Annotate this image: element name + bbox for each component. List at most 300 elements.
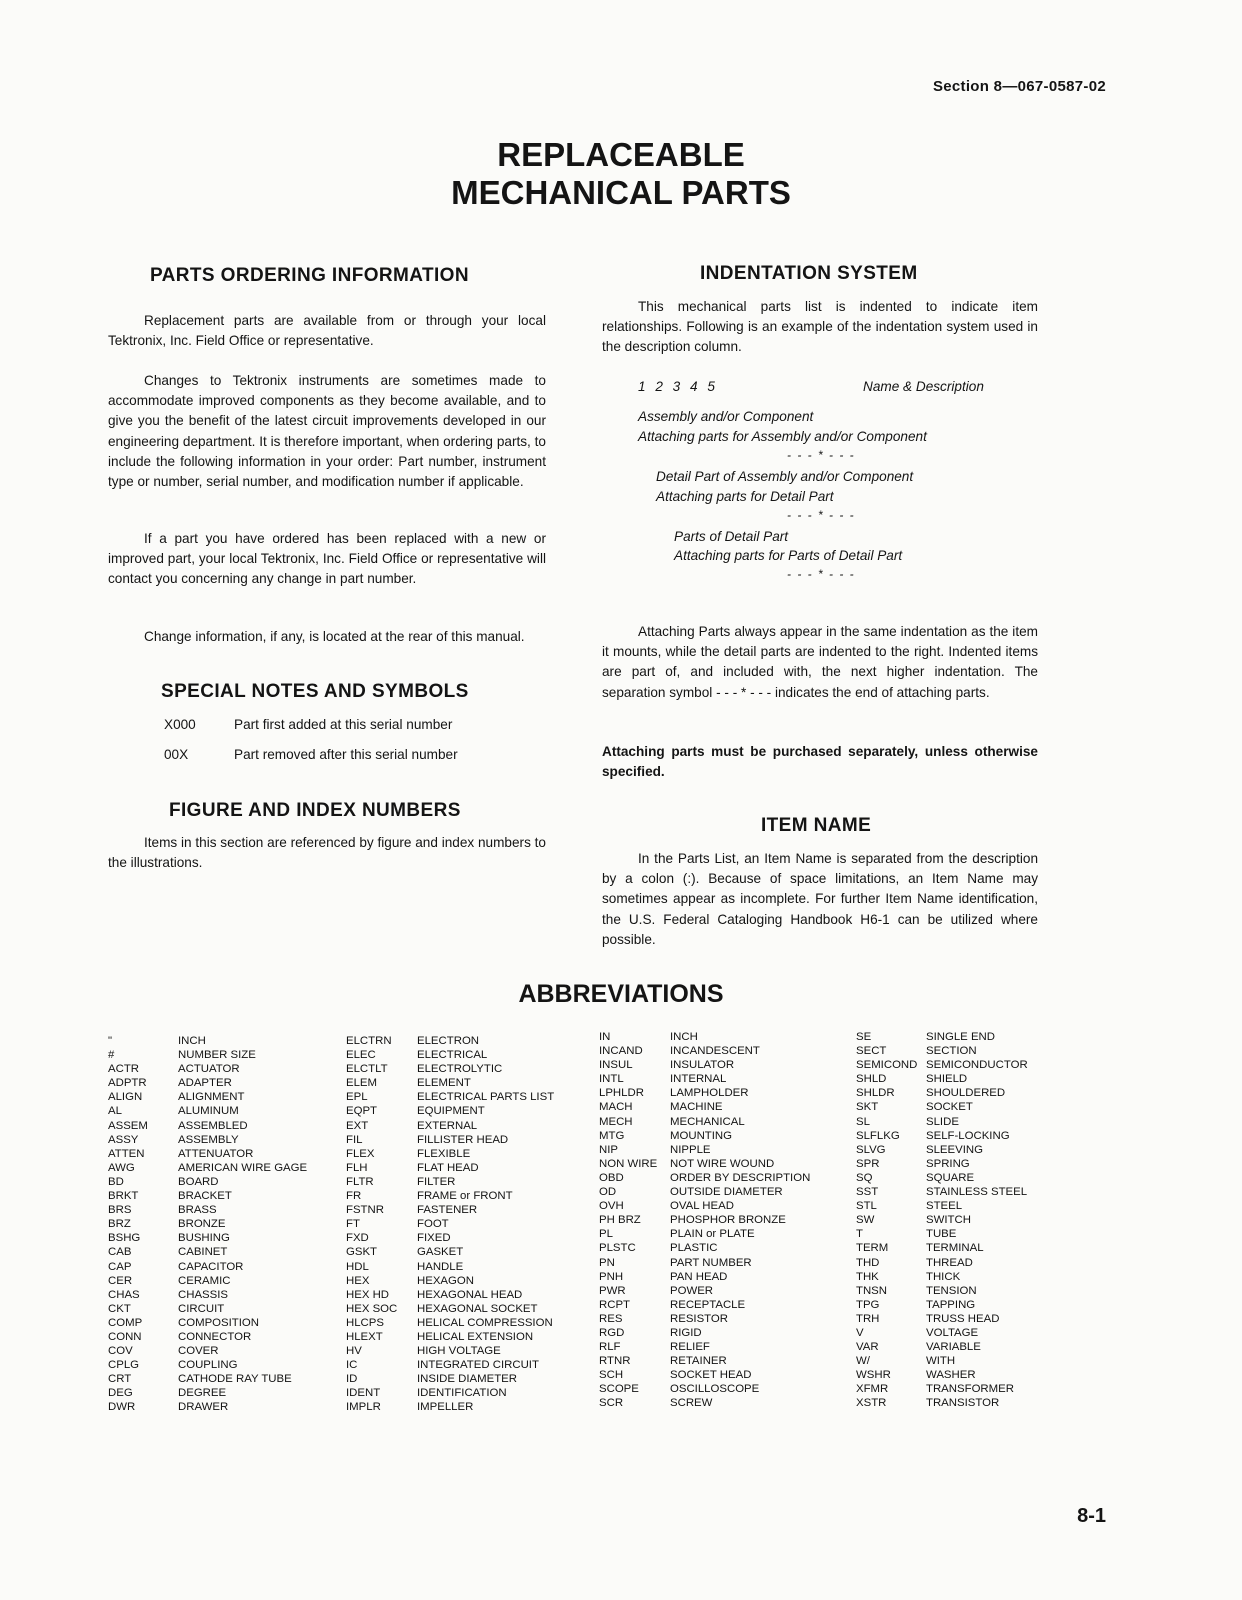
- abbreviation-row: [856, 1270, 1028, 1284]
- abbreviation-code: TERM: [856, 1242, 889, 1255]
- abbreviation-meaning: NIPPLE: [670, 1143, 711, 1156]
- abbreviation-code: IDENT: [346, 1387, 381, 1400]
- abbreviation-row: [346, 1048, 554, 1062]
- ordering-paragraph-2: Changes to Tektronix instruments are sometimes made to accommodate improved components as they become available, and to give you the benefit of the latest circuit improvements developed in our engineering department. It is therefore important, when ordering parts, to include the following information in your order: Part number, instrument type or number, serial number, and modification number if applicable.: [108, 373, 546, 490]
- abbreviation-meaning: THICK: [926, 1270, 961, 1283]
- abbreviation-meaning: FOOT: [417, 1218, 449, 1231]
- abbreviation-meaning: BOARD: [178, 1175, 219, 1188]
- abbreviation-row: [599, 1354, 810, 1368]
- abbreviation-meaning: SCREW: [670, 1397, 713, 1410]
- page-title: [0, 136, 1242, 212]
- abbreviation-row: [856, 1213, 1028, 1227]
- abbreviation-code: SL: [856, 1115, 870, 1128]
- example-name-description: Name & Description: [863, 379, 984, 394]
- abbreviation-code: BRKT: [108, 1190, 139, 1203]
- abbreviation-row: [599, 1213, 810, 1227]
- abbreviation-meaning: CHASSIS: [178, 1288, 229, 1301]
- abbreviation-row: [599, 1284, 810, 1298]
- abbreviation-meaning: CABINET: [178, 1246, 228, 1259]
- abbreviation-code: FXD: [346, 1232, 369, 1245]
- abbreviation-meaning: TRANSISTOR: [926, 1397, 1000, 1410]
- abbreviation-meaning: AMERICAN WIRE GAGE: [178, 1161, 308, 1174]
- abbreviation-row: [599, 1368, 810, 1382]
- indentation-heading: INDENTATION SYSTEM: [700, 263, 918, 284]
- abbreviation-code: PWR: [599, 1284, 626, 1297]
- abbreviation-row: [346, 1400, 554, 1414]
- separator-symbol-3: - - - * - - -: [787, 567, 856, 581]
- abbreviation-row: [108, 1189, 307, 1203]
- abbreviation-row: [599, 1058, 810, 1072]
- abbreviation-meaning: RELIEF: [670, 1341, 710, 1354]
- abbreviation-code: XFMR: [856, 1383, 889, 1396]
- abbreviation-row: [346, 1260, 554, 1274]
- abbreviation-row: [346, 1344, 554, 1358]
- abbreviation-row: [108, 1330, 307, 1344]
- abbreviation-row: [346, 1161, 554, 1175]
- abbreviation-code: HV: [346, 1345, 362, 1358]
- page-title-line-2: MECHANICAL PARTS: [451, 174, 791, 211]
- abbreviation-code: COMP: [108, 1316, 143, 1329]
- abbreviation-row: [599, 1298, 810, 1312]
- abbreviation-code: OBD: [599, 1171, 624, 1184]
- abbreviation-row: [599, 1185, 810, 1199]
- abbreviation-meaning: EXTERNAL: [417, 1119, 478, 1132]
- abbreviation-meaning: TAPPING: [926, 1298, 976, 1311]
- page-title-line-1: REPLACEABLE: [497, 136, 745, 173]
- abbreviation-code: CAP: [108, 1260, 132, 1273]
- abbreviation-row: [108, 1344, 307, 1358]
- abbreviation-meaning: ALIGNMENT: [178, 1091, 245, 1104]
- abbreviation-meaning: FLAT HEAD: [417, 1161, 479, 1174]
- abbreviation-row: [856, 1129, 1028, 1143]
- abbreviation-code: HEX HD: [346, 1288, 390, 1301]
- abbreviation-row: [346, 1217, 554, 1231]
- abbreviation-meaning: ELECTROLYTIC: [417, 1063, 503, 1076]
- abbreviation-meaning: DRAWER: [178, 1401, 229, 1414]
- abbreviation-meaning: NOT WIRE WOUND: [670, 1157, 775, 1170]
- abbreviation-code: CAB: [108, 1246, 132, 1259]
- abbreviation-code: SECT: [856, 1045, 887, 1058]
- abbreviation-meaning: HEXAGONAL HEAD: [417, 1288, 523, 1301]
- abbreviation-code: HLCPS: [346, 1316, 384, 1329]
- abbreviation-code: FR: [346, 1190, 362, 1203]
- abbreviation-row: [599, 1199, 810, 1213]
- abbreviation-code: V: [856, 1326, 864, 1339]
- abbreviation-row: [108, 1147, 307, 1161]
- abbreviation-row: [856, 1382, 1028, 1396]
- abbreviation-row: [108, 1358, 307, 1372]
- abbreviation-row: [108, 1175, 307, 1189]
- abbreviation-code: BSHG: [108, 1232, 141, 1245]
- abbreviation-row: [599, 1030, 810, 1044]
- abbreviation-row: [108, 1400, 307, 1414]
- abbreviation-meaning: NUMBER SIZE: [178, 1049, 256, 1062]
- abbreviation-meaning: STAINLESS STEEL: [926, 1186, 1028, 1199]
- abbreviation-code: INCAND: [599, 1045, 643, 1058]
- example-indent-numbers: 1 2 3 4 5: [638, 379, 718, 394]
- abbreviation-row: [599, 1086, 810, 1100]
- abbreviation-code: ELEM: [346, 1077, 378, 1090]
- abbreviation-row: [346, 1288, 554, 1302]
- example-detail-attaching: Attaching parts for Detail Part: [656, 489, 834, 504]
- abbreviation-row: [346, 1076, 554, 1090]
- abbreviation-code: RGD: [599, 1326, 625, 1339]
- abbreviation-meaning: SEMICONDUCTOR: [926, 1059, 1028, 1072]
- abbreviation-row: [599, 1227, 810, 1241]
- abbreviation-meaning: ASSEMBLED: [178, 1119, 248, 1132]
- abbreviation-meaning: THREAD: [926, 1256, 973, 1269]
- abbreviation-code: SHLD: [856, 1073, 887, 1086]
- abbreviation-meaning: SOCKET HEAD: [670, 1369, 752, 1382]
- example-assembly: Assembly and/or Component: [638, 409, 814, 424]
- abbreviation-code: HLEXT: [346, 1330, 383, 1343]
- abbreviation-meaning: SHIELD: [926, 1073, 968, 1086]
- abbreviation-row: [856, 1227, 1028, 1241]
- abbreviation-row: [599, 1143, 810, 1157]
- abbreviation-row: [599, 1129, 810, 1143]
- abbreviation-row: [599, 1241, 810, 1255]
- abbreviation-code: ALIGN: [108, 1091, 143, 1104]
- abbreviation-meaning: ORDER BY DESCRIPTION: [670, 1171, 811, 1184]
- abbreviation-code: SKT: [856, 1101, 879, 1114]
- parts-ordering-heading: PARTS ORDERING INFORMATION: [150, 265, 469, 286]
- abbreviation-code: SHLDR: [856, 1087, 895, 1100]
- abbreviation-row: [856, 1312, 1028, 1326]
- abbreviation-code: MECH: [599, 1115, 633, 1128]
- abbreviation-row: [108, 1090, 307, 1104]
- abbreviation-meaning: INCH: [670, 1031, 698, 1043]
- abbreviation-row: [856, 1157, 1028, 1171]
- abbreviation-row: [108, 1274, 307, 1288]
- abbreviation-meaning: SPRING: [926, 1157, 970, 1170]
- abbreviation-meaning: OVAL HEAD: [670, 1200, 734, 1213]
- abbreviation-row: [856, 1340, 1028, 1354]
- abbreviation-row: [108, 1203, 307, 1217]
- abbreviation-row: [599, 1256, 810, 1270]
- abbreviation-row: [599, 1340, 810, 1354]
- abbreviation-row: [346, 1104, 554, 1118]
- abbreviation-code: NON WIRE: [599, 1157, 658, 1170]
- abbreviation-code: HEX: [346, 1274, 370, 1287]
- abbreviation-row: [856, 1143, 1028, 1157]
- abbreviation-row: [346, 1372, 554, 1386]
- abbreviation-code: SCH: [599, 1369, 624, 1382]
- abbreviation-meaning: MECHANICAL: [670, 1115, 745, 1128]
- abbreviation-code: HDL: [346, 1260, 369, 1273]
- abbreviation-code: T: [856, 1228, 863, 1241]
- abbreviation-code: COV: [108, 1345, 133, 1358]
- abbreviation-code: SLFLKG: [856, 1129, 900, 1142]
- abbreviation-column-4: [856, 1030, 1028, 1411]
- abbreviation-code: SCR: [599, 1397, 624, 1410]
- abbreviation-row: [108, 1104, 307, 1118]
- abbreviation-row: [346, 1090, 554, 1104]
- abbreviation-meaning: IMPELLER: [417, 1401, 474, 1414]
- abbreviation-meaning: PHOSPHOR BRONZE: [670, 1214, 786, 1227]
- abbreviation-row: [856, 1058, 1028, 1072]
- abbreviation-code: EQPT: [346, 1105, 378, 1118]
- abbreviation-row: [346, 1274, 554, 1288]
- abbreviation-code: MACH: [599, 1101, 633, 1114]
- abbreviation-code: ": [108, 1035, 113, 1047]
- abbreviation-row: [346, 1203, 554, 1217]
- abbreviation-meaning: SLEEVING: [926, 1143, 983, 1156]
- abbreviation-row: [599, 1382, 810, 1396]
- abbreviation-row: [856, 1298, 1028, 1312]
- abbreviation-meaning: LAMPHOLDER: [670, 1087, 749, 1100]
- separator-symbol-1: - - - * - - -: [787, 448, 856, 462]
- indentation-paragraph-1: This mechanical parts list is indented to indicate item relationships. Following is an example of the indentation system used in the description column.: [602, 299, 1038, 355]
- abbreviation-code: PLSTC: [599, 1242, 636, 1255]
- abbreviation-code: RTNR: [599, 1355, 631, 1368]
- figure-index-paragraph: Items in this section are referenced by figure and index numbers to the illustrations.: [108, 835, 546, 871]
- abbreviation-meaning: ELECTRICAL: [417, 1049, 488, 1062]
- abbreviation-row: [108, 1119, 307, 1133]
- abbreviation-code: FLEX: [346, 1147, 375, 1160]
- abbreviation-code: WSHR: [856, 1369, 891, 1382]
- abbreviation-meaning: PLAIN or PLATE: [670, 1228, 755, 1241]
- abbreviation-meaning: PAN HEAD: [670, 1270, 728, 1283]
- abbreviation-meaning: RESISTOR: [670, 1312, 729, 1325]
- special-notes-heading: SPECIAL NOTES AND SYMBOLS: [161, 681, 469, 702]
- abbreviation-meaning: OSCILLOSCOPE: [670, 1383, 760, 1396]
- abbreviation-meaning: WASHER: [926, 1369, 976, 1382]
- abbreviation-row: [346, 1302, 554, 1316]
- abbreviation-code: ADPTR: [108, 1077, 147, 1090]
- abbreviation-code: SE: [856, 1031, 872, 1043]
- abbreviation-row: [346, 1231, 554, 1245]
- abbreviation-meaning: PLASTIC: [670, 1242, 718, 1255]
- abbreviation-meaning: ELEMENT: [417, 1077, 471, 1090]
- abbreviation-code: IC: [346, 1359, 358, 1372]
- abbreviation-meaning: CATHODE RAY TUBE: [178, 1373, 292, 1386]
- abbreviation-meaning: TUBE: [926, 1228, 957, 1241]
- abbreviation-code: DWR: [108, 1401, 136, 1414]
- abbreviation-code: BRZ: [108, 1218, 131, 1231]
- abbreviation-column-3: [599, 1030, 810, 1411]
- abbreviation-code: STL: [856, 1200, 877, 1213]
- abbreviation-meaning: FIXED: [417, 1232, 451, 1245]
- abbreviation-meaning: TRANSFORMER: [926, 1383, 1014, 1396]
- abbreviation-code: BD: [108, 1175, 124, 1188]
- symbol-desc-x000: Part first added at this serial number: [234, 717, 453, 732]
- page-number: 8-1: [1077, 1505, 1106, 1527]
- abbreviation-meaning: HELICAL EXTENSION: [417, 1330, 534, 1343]
- abbreviation-meaning: ADAPTER: [178, 1077, 232, 1090]
- abbreviations-heading: ABBREVIATIONS: [518, 980, 724, 1008]
- abbreviation-meaning: ALUMINUM: [178, 1105, 239, 1118]
- abbreviation-meaning: GASKET: [417, 1246, 464, 1259]
- abbreviation-meaning: SOCKET: [926, 1101, 973, 1114]
- symbol-code-x000: X000: [164, 717, 196, 732]
- ordering-paragraph-4: Change information, if any, is located at the rear of this manual.: [144, 629, 525, 644]
- example-parts-attaching: Attaching parts for Parts of Detail Part: [674, 548, 903, 563]
- abbreviation-meaning: PART NUMBER: [670, 1256, 752, 1269]
- abbreviation-meaning: HEXAGON: [417, 1274, 474, 1287]
- abbreviation-row: [108, 1217, 307, 1231]
- abbreviation-meaning: FASTENER: [417, 1204, 478, 1217]
- abbreviation-meaning: RETAINER: [670, 1355, 727, 1368]
- abbreviation-row: [599, 1072, 810, 1086]
- abbreviation-meaning: ACTUATOR: [178, 1063, 240, 1076]
- abbreviation-meaning: CIRCUIT: [178, 1302, 225, 1315]
- abbreviation-code: ELEC: [346, 1049, 376, 1062]
- abbreviation-code: THD: [856, 1256, 880, 1269]
- abbreviation-code: AL: [108, 1105, 122, 1118]
- abbreviation-row: [856, 1256, 1028, 1270]
- abbreviation-code: TPG: [856, 1298, 880, 1311]
- abbreviation-code: INSUL: [599, 1059, 633, 1072]
- abbreviation-row: [346, 1358, 554, 1372]
- abbreviation-row: [346, 1119, 554, 1133]
- abbreviation-row: [108, 1161, 307, 1175]
- abbreviation-row: [599, 1171, 810, 1185]
- abbreviation-code: TNSN: [856, 1284, 888, 1297]
- abbreviation-row: [108, 1260, 307, 1274]
- abbreviation-row: [599, 1270, 810, 1284]
- abbreviation-meaning: ELECTRICAL PARTS LIST: [417, 1091, 555, 1104]
- abbreviation-meaning: VOLTAGE: [926, 1326, 979, 1339]
- abbreviation-row: [856, 1171, 1028, 1185]
- abbreviation-meaning: HELICAL COMPRESSION: [417, 1316, 553, 1329]
- abbreviation-code: W/: [856, 1355, 870, 1368]
- abbreviation-meaning: FILLISTER HEAD: [417, 1133, 509, 1146]
- abbreviation-row: [856, 1030, 1028, 1044]
- abbreviation-code: ATTEN: [108, 1147, 145, 1160]
- abbreviation-code: XSTR: [856, 1397, 887, 1410]
- figure-index-heading: FIGURE AND INDEX NUMBERS: [169, 800, 461, 821]
- abbreviation-meaning: INTEGRATED CIRCUIT: [417, 1359, 539, 1372]
- abbreviation-row: [856, 1396, 1028, 1410]
- abbreviation-code: ELCTLT: [346, 1063, 388, 1076]
- abbreviation-meaning: ASSEMBLY: [178, 1133, 239, 1146]
- abbreviation-meaning: INTERNAL: [670, 1073, 727, 1086]
- abbreviation-meaning: BRONZE: [178, 1218, 226, 1231]
- abbreviation-row: [346, 1034, 554, 1048]
- abbreviation-row: [856, 1368, 1028, 1382]
- abbreviation-row: [346, 1245, 554, 1259]
- abbreviation-code: ELCTRN: [346, 1035, 392, 1047]
- abbreviation-meaning: HIGH VOLTAGE: [417, 1345, 501, 1358]
- abbreviation-meaning: CONNECTOR: [178, 1330, 252, 1343]
- abbreviation-code: ASSEM: [108, 1119, 148, 1132]
- abbreviation-code: RLF: [599, 1341, 621, 1354]
- abbreviation-column-2: [346, 1034, 554, 1415]
- abbreviation-meaning: FLEXIBLE: [417, 1147, 471, 1160]
- section-number: Section 8—067-0587-02: [932, 78, 1106, 95]
- abbreviation-meaning: CERAMIC: [178, 1274, 231, 1287]
- abbreviation-meaning: ATTENUATOR: [178, 1147, 254, 1160]
- abbreviation-row: [599, 1100, 810, 1114]
- abbreviation-code: FLTR: [346, 1175, 374, 1188]
- abbreviation-meaning: TERMINAL: [926, 1242, 984, 1255]
- abbreviation-row: [856, 1354, 1028, 1368]
- abbreviation-code: IN: [599, 1031, 611, 1043]
- abbreviation-row: [599, 1044, 810, 1058]
- abbreviation-code: SQ: [856, 1171, 873, 1184]
- abbreviation-meaning: DEGREE: [178, 1387, 227, 1400]
- abbreviation-meaning: INCANDESCENT: [670, 1045, 760, 1058]
- abbreviation-row: [346, 1189, 554, 1203]
- abbreviation-meaning: INSULATOR: [670, 1059, 735, 1072]
- abbreviation-meaning: COMPOSITION: [178, 1316, 260, 1329]
- abbreviation-code: ASSY: [108, 1133, 139, 1146]
- abbreviation-code: #: [108, 1049, 115, 1062]
- abbreviation-meaning: TRUSS HEAD: [926, 1312, 1000, 1325]
- abbreviation-code: FSTNR: [346, 1204, 384, 1217]
- abbreviation-meaning: ELECTRON: [417, 1035, 480, 1047]
- abbreviation-row: [108, 1302, 307, 1316]
- abbreviation-code: TRH: [856, 1312, 880, 1325]
- abbreviation-meaning: TENSION: [926, 1284, 977, 1297]
- abbreviation-code: SST: [856, 1186, 879, 1199]
- abbreviation-code: VAR: [856, 1341, 879, 1354]
- abbreviation-row: [856, 1284, 1028, 1298]
- abbreviation-row: [108, 1316, 307, 1330]
- abbreviation-code: PL: [599, 1228, 613, 1241]
- abbreviation-code: IMPLR: [346, 1401, 381, 1414]
- abbreviation-row: [346, 1316, 554, 1330]
- abbreviation-meaning: SHOULDERED: [926, 1087, 1006, 1100]
- ordering-paragraph-3: If a part you have ordered has been replaced with a new or improved part, your local Tektronix, Inc. Field Office or representative will contact you concerning any change in part number.: [108, 531, 546, 587]
- abbreviation-meaning: FILTER: [417, 1175, 456, 1188]
- example-detail-part: Detail Part of Assembly and/or Component: [656, 469, 914, 484]
- abbreviation-code: PN: [599, 1256, 615, 1269]
- abbreviation-row: [346, 1147, 554, 1161]
- abbreviation-column-1: [108, 1034, 307, 1415]
- abbreviation-meaning: EQUIPMENT: [417, 1105, 485, 1118]
- abbreviation-row: [856, 1326, 1028, 1340]
- abbreviation-row: [108, 1034, 307, 1048]
- abbreviation-meaning: SLIDE: [926, 1115, 959, 1128]
- abbreviation-meaning: OUTSIDE DIAMETER: [670, 1186, 783, 1199]
- abbreviation-row: [856, 1199, 1028, 1213]
- abbreviation-row: [856, 1185, 1028, 1199]
- abbreviation-meaning: CAPACITOR: [178, 1260, 244, 1273]
- abbreviation-row: [346, 1386, 554, 1400]
- abbreviation-code: RES: [599, 1312, 623, 1325]
- abbreviation-code: CONN: [108, 1330, 142, 1343]
- abbreviation-row: [856, 1072, 1028, 1086]
- abbreviation-meaning: HANDLE: [417, 1260, 464, 1273]
- abbreviation-code: CKT: [108, 1302, 131, 1315]
- abbreviation-row: [856, 1241, 1028, 1255]
- abbreviation-meaning: SELF-LOCKING: [926, 1129, 1010, 1142]
- abbreviation-code: SW: [856, 1214, 875, 1227]
- example-parts-of-detail: Parts of Detail Part: [674, 529, 789, 544]
- abbreviation-meaning: STEEL: [926, 1200, 963, 1213]
- abbreviation-row: [108, 1245, 307, 1259]
- abbreviation-meaning: IDENTIFICATION: [417, 1387, 507, 1400]
- abbreviation-meaning: BRASS: [178, 1204, 217, 1217]
- abbreviation-row: [856, 1100, 1028, 1114]
- attaching-parts-note: Attaching parts must be purchased separately, unless otherwise specified.: [602, 744, 1038, 780]
- abbreviation-row: [599, 1312, 810, 1326]
- example-assembly-attaching: Attaching parts for Assembly and/or Component: [638, 429, 927, 444]
- abbreviation-meaning: INCH: [178, 1035, 206, 1047]
- abbreviation-code: EXT: [346, 1119, 369, 1132]
- abbreviation-row: [108, 1372, 307, 1386]
- abbreviation-row: [856, 1044, 1028, 1058]
- abbreviation-meaning: FRAME or FRONT: [417, 1190, 513, 1203]
- abbreviation-meaning: HEXAGONAL SOCKET: [417, 1302, 538, 1315]
- abbreviation-row: [599, 1157, 810, 1171]
- abbreviation-code: EPL: [346, 1091, 368, 1104]
- abbreviation-code: HEX SOC: [346, 1302, 398, 1315]
- abbreviation-code: SLVG: [856, 1143, 886, 1156]
- abbreviation-meaning: SWITCH: [926, 1214, 971, 1227]
- abbreviation-code: CPLG: [108, 1359, 140, 1372]
